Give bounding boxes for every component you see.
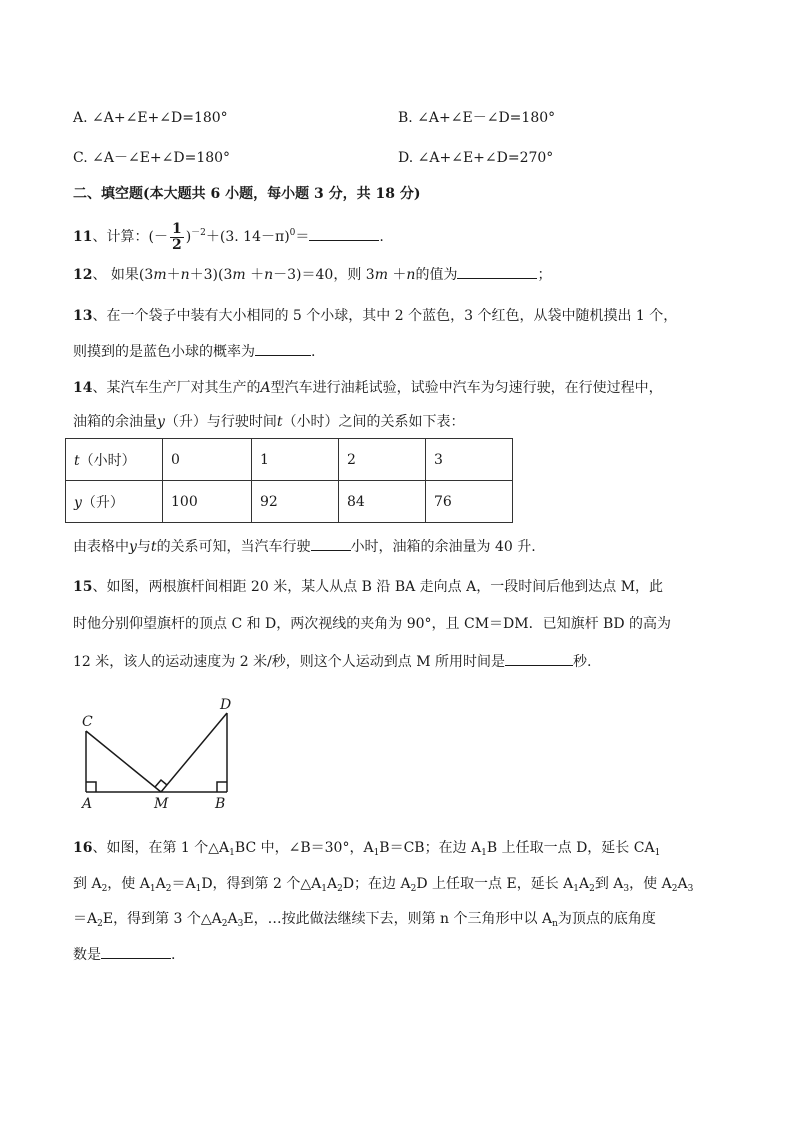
fraction-numerator: 1 — [171, 220, 182, 237]
q16-text: A — [227, 911, 238, 927]
q14-text: 油箱的余油量 — [73, 414, 157, 430]
question-15-line-2 — [73, 614, 671, 634]
q11-text: ＝ — [295, 229, 310, 245]
q16-text: B＝CB；在边 A — [379, 840, 482, 856]
q16-text: ＝A — [171, 876, 196, 892]
fraction-denominator: 2 — [171, 236, 182, 253]
option-a — [73, 108, 228, 128]
label-c: C — [82, 714, 93, 730]
variable: m — [153, 267, 167, 283]
question-14-line-2 — [73, 412, 465, 432]
right-angle-b — [217, 782, 227, 792]
q16-text: ，使 A — [107, 876, 150, 892]
exponent: 0 — [289, 228, 296, 238]
question-16-line-2 — [73, 874, 693, 899]
table-cell: 76 — [426, 481, 513, 523]
right-angle-a — [86, 782, 96, 792]
table-header-cell — [66, 481, 163, 523]
subscript: 2 — [97, 919, 103, 929]
q16-text: A — [579, 876, 590, 892]
q15-text: 秒. — [573, 654, 592, 670]
table-cell: 2 — [339, 439, 426, 481]
q14-text: 型汽车进行油耗试验，试验中汽车为匀速行驶，在行使过程中， — [270, 380, 663, 396]
q16-text: 、如图，在第 1 个△A — [92, 840, 230, 856]
q15-text: 、如图，两根旗杆间相距 20 米，某人从点 B 沿 BA 走向点 A，一段时间后他到达点 M，此 — [92, 579, 664, 595]
q16-text: E，…按此做法继续下去，则第 n 个三角形中以 A — [243, 911, 553, 927]
q16-text: D 上任取一点 E，延长 A — [416, 876, 574, 892]
option-d-text: ∠A+∠E+∠D=270° — [417, 150, 554, 166]
q16-text: ＝A — [73, 911, 98, 927]
answer-blank[interactable] — [309, 226, 379, 241]
q11-text: ＋(3. 14－π) — [205, 229, 290, 245]
q16-text: 为顶点的底角度 — [557, 911, 656, 927]
subscript: 1 — [321, 884, 327, 894]
option-c-label: C. — [73, 150, 88, 166]
answer-blank[interactable] — [255, 341, 311, 356]
option-d-label: D. — [398, 150, 414, 166]
question-number: 12 — [73, 267, 93, 283]
q16-text: E，得到第 3 个△A — [102, 911, 222, 927]
table-cell: 3 — [426, 439, 513, 481]
q16-text: 到 A — [73, 876, 102, 892]
subscript: 2 — [589, 884, 595, 894]
question-number: 14 — [73, 380, 93, 396]
q12-text: 、 如果(3 — [92, 267, 154, 283]
subscript: 1 — [573, 884, 579, 894]
q16-text: 数是 — [73, 947, 101, 963]
subscript: 1 — [654, 848, 661, 858]
q15-text: 12 米，该人的运动速度为 2 米/秒，则这个人运动到点 M 所用时间是 — [73, 654, 506, 670]
subscript: 2 — [101, 884, 108, 894]
q14-text: 的关系可知，当汽车行驶 — [156, 539, 311, 555]
subscript: n — [552, 919, 558, 929]
question-16-line-1 — [73, 838, 660, 863]
q11-text: ) — [185, 229, 192, 245]
subscript: 1 — [481, 848, 487, 858]
question-13-line-2 — [73, 341, 315, 362]
variable: n — [264, 267, 274, 283]
question-16-line-4 — [73, 944, 175, 965]
q16-text: BC 中，∠B＝30°，A — [234, 840, 374, 856]
question-15-line-3 — [73, 651, 591, 672]
q16-text: D；在边 A — [342, 876, 411, 892]
q16-text: ，使 A — [629, 876, 672, 892]
q12-text: －3)＝40，则 3 — [273, 267, 375, 283]
option-b — [398, 108, 555, 128]
variable: y — [157, 414, 165, 430]
subscript: 1 — [373, 848, 380, 858]
subscript: 2 — [410, 884, 417, 894]
q14-text: （升）与行驶时间 — [164, 414, 277, 430]
sightline-dm — [161, 713, 227, 792]
variable: n — [406, 267, 416, 283]
question-16-line-3 — [73, 909, 656, 934]
subscript: 3 — [687, 884, 694, 894]
q13-text: 则摸到的是蓝色小球的概率为 — [73, 344, 255, 360]
q12-text: ＋ — [245, 267, 265, 283]
subscript: 2 — [337, 884, 343, 894]
option-c-text: ∠A－∠E+∠D=180° — [92, 150, 231, 166]
q13-text: 、在一个袋子中装有大小相同的 5 个小球，其中 2 个蓝色，3 个红色，从袋中随机摸出 1 个， — [92, 308, 678, 324]
q16-text: A — [155, 876, 166, 892]
variable: m — [232, 267, 246, 283]
label-d: D — [220, 697, 232, 713]
q11-text: . — [379, 229, 384, 245]
q14-text: 与 — [136, 539, 151, 555]
answer-blank[interactable] — [505, 651, 573, 666]
q13-text: . — [311, 344, 316, 360]
option-d — [398, 148, 553, 168]
sightline-cm — [86, 731, 161, 792]
subscript: 2 — [165, 884, 172, 894]
option-b-text: ∠A+∠E－∠D=180° — [417, 110, 556, 126]
variable: m — [374, 267, 388, 283]
q15-text: 时他分别仰望旗杆的顶点 C 和 D，两次视线的夹角为 90°，且 CM＝DM．已知旗杆 BD 的高为 — [73, 616, 672, 632]
subscript: 1 — [195, 884, 202, 894]
question-number: 11 — [73, 229, 93, 245]
subscript: 1 — [149, 884, 156, 894]
fraction — [170, 222, 184, 253]
q16-text: . — [171, 947, 176, 963]
q16-text: A — [677, 876, 688, 892]
subscript: 3 — [237, 919, 244, 929]
option-a-text: ∠A+∠E+∠D=180° — [92, 110, 228, 126]
q14-text: 、某汽车生产厂对其生产的 — [92, 380, 261, 396]
unit-label: （升） — [81, 494, 124, 511]
q14-text: （小时）之间的关系如下表： — [282, 414, 465, 430]
q14-text: 由表格中 — [73, 539, 129, 555]
option-b-label: B. — [398, 110, 413, 126]
table-cell: 100 — [163, 481, 252, 523]
table-row — [66, 481, 513, 523]
q12-text: ； — [537, 267, 552, 283]
q16-text: D，得到第 2 个△A — [201, 876, 322, 892]
label-a: A — [82, 796, 93, 812]
subscript: 2 — [221, 919, 228, 929]
table-cell: 0 — [163, 439, 252, 481]
table-row — [66, 439, 513, 481]
variable: n — [180, 267, 190, 283]
option-c — [73, 148, 230, 168]
question-13-line-1 — [73, 306, 677, 326]
option-a-label: A. — [73, 110, 88, 126]
question-14-line-3 — [73, 536, 536, 557]
question-11 — [73, 216, 384, 254]
q16-text: B 上任取一点 D，延长 CA — [486, 840, 655, 856]
question-15-line-1 — [73, 577, 663, 597]
subscript: 3 — [623, 884, 630, 894]
subscript: 1 — [229, 848, 235, 858]
q11-text: 、计算：(－ — [92, 229, 168, 245]
table-header-cell — [66, 439, 163, 481]
q16-text: A — [326, 876, 338, 892]
flagpole-figure — [74, 695, 244, 813]
q12-text: ＋ — [387, 267, 407, 283]
table-cell: 92 — [252, 481, 339, 523]
variable: y — [74, 494, 82, 511]
question-number: 13 — [73, 308, 93, 324]
question-number: 15 — [73, 579, 93, 595]
table-cell: 1 — [252, 439, 339, 481]
question-number: 16 — [73, 840, 93, 856]
answer-blank[interactable] — [457, 264, 537, 279]
variable: t — [150, 539, 157, 555]
variable: y — [129, 539, 137, 555]
q14-text: 小时，油箱的余油量为 40 升. — [350, 539, 536, 555]
variable: A — [260, 380, 271, 396]
answer-blank[interactable] — [101, 944, 171, 959]
answer-blank[interactable] — [311, 536, 351, 551]
fuel-table — [65, 438, 513, 523]
question-12 — [73, 264, 551, 285]
q12-text: ＋3)(3 — [189, 267, 233, 283]
variable: t — [276, 414, 283, 430]
table-cell: 84 — [339, 481, 426, 523]
unit-label: （小时） — [79, 452, 136, 469]
q12-text: 的值为 — [415, 267, 458, 283]
section-heading: 二、填空题(本大题共 6 小题，每小题 3 分，共 18 分) — [73, 186, 421, 202]
label-b: B — [215, 796, 226, 812]
q12-text: ＋ — [166, 267, 181, 283]
q16-text: 到 A — [594, 876, 624, 892]
exponent: －2 — [191, 228, 206, 238]
subscript: 2 — [671, 884, 678, 894]
variable: t — [74, 452, 80, 469]
question-14-line-1 — [73, 378, 663, 398]
label-m: M — [154, 796, 169, 812]
